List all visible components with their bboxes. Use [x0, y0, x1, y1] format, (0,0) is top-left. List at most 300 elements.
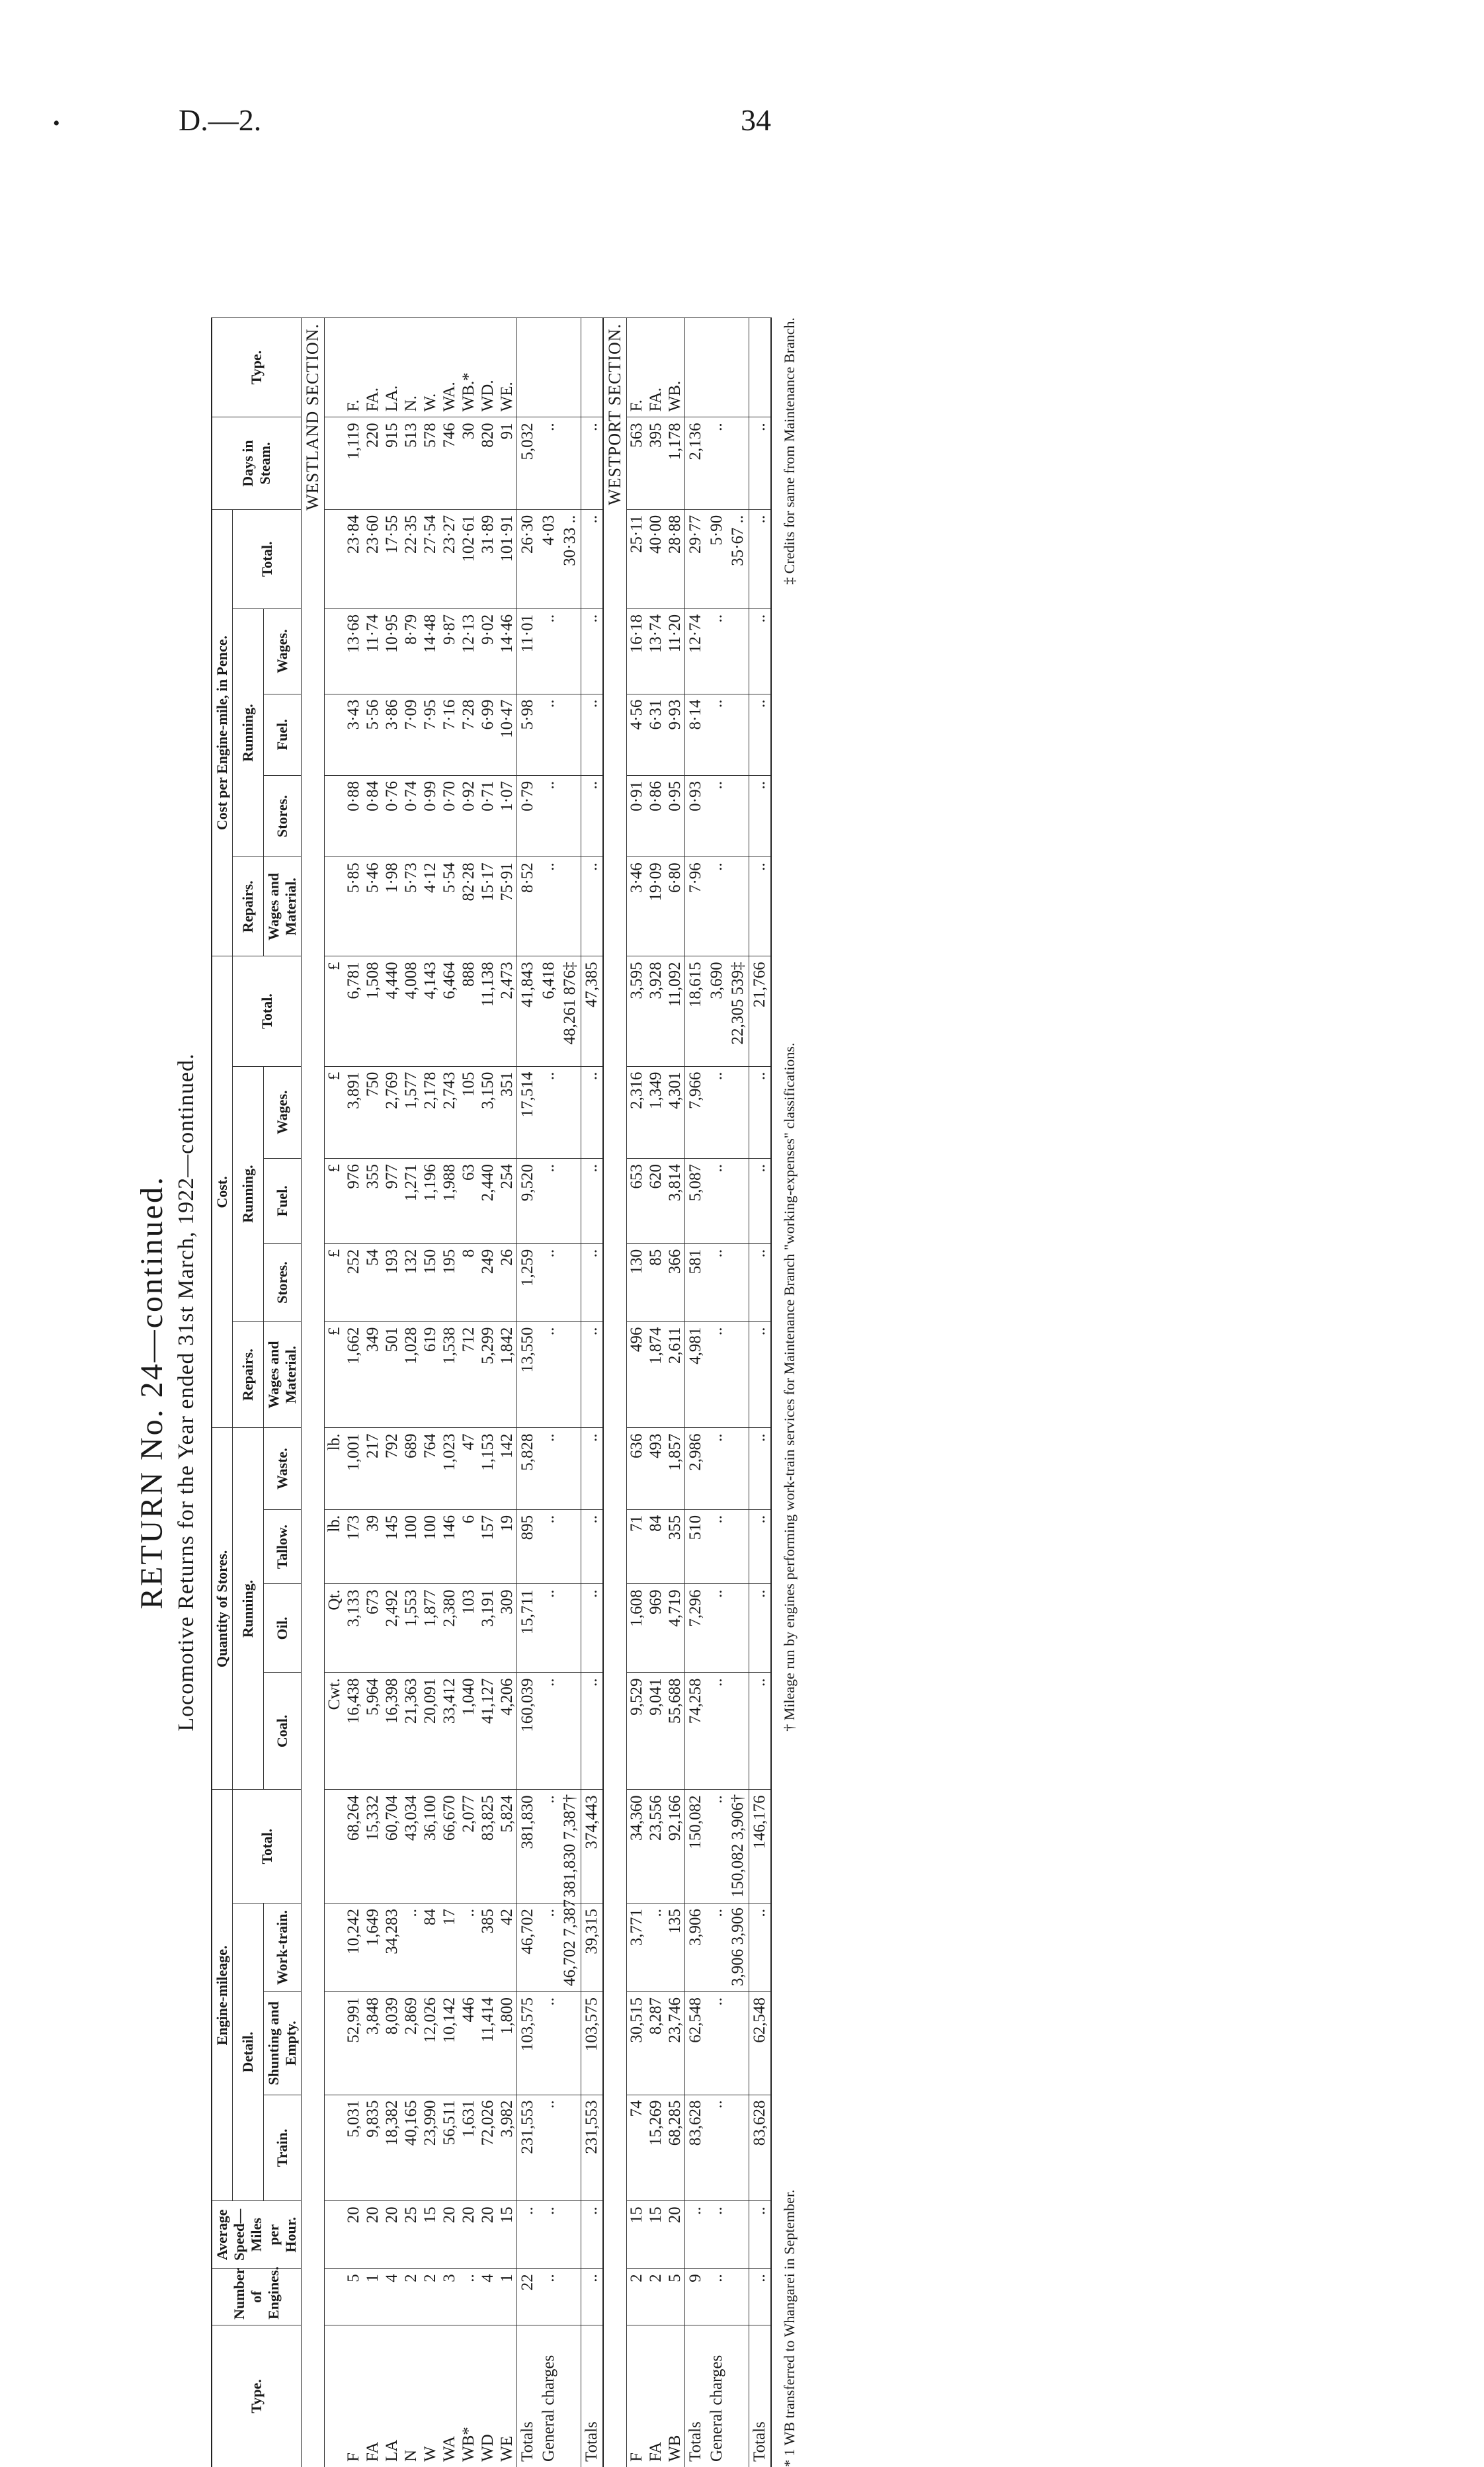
table-cell: LA.: [382, 318, 401, 417]
table-cell: 48,261 876‡: [559, 956, 581, 1066]
table-cell: 2,473: [497, 956, 517, 1066]
table-cell: ..: [706, 1243, 727, 1321]
table-cell: 3,814: [665, 1159, 685, 1244]
table-cell: 9: [685, 2269, 707, 2325]
westport-table-row: [646, 318, 665, 2467]
table-cell: Cwt.: [325, 1673, 345, 1790]
table-cell: N.: [401, 318, 421, 417]
table-cell: 39,315: [581, 1903, 604, 1991]
table-cell: [706, 318, 727, 417]
table-cell: 6,464: [440, 956, 459, 1066]
table-cell: 13·68: [344, 608, 363, 694]
table-cell: [559, 1673, 581, 1790]
table-cell: 1,153: [478, 1428, 497, 1509]
table-cell: FA.: [363, 318, 382, 417]
table-cell: ..: [706, 1903, 727, 1991]
table-cell: 11,138: [478, 956, 497, 1066]
table-cell: WB: [665, 2325, 685, 2467]
table-cell: 85: [646, 1243, 665, 1321]
table-cell: F.: [627, 318, 647, 417]
westland-table-row: [459, 318, 478, 2467]
table-cell: WB*: [459, 2325, 478, 2467]
table-cell: WB.: [665, 318, 685, 417]
table-cell: 0·79: [517, 775, 539, 857]
table-body: [302, 318, 772, 2467]
table-cell: 41,843: [517, 956, 539, 1066]
table-cell: N: [401, 2325, 421, 2467]
table-cell: 22,305 539‡: [727, 956, 749, 1066]
table-cell: 150,082: [685, 1790, 707, 1903]
table-cell: 3·46: [627, 857, 647, 956]
table-cell: [727, 2325, 749, 2467]
table-cell: 71: [627, 1509, 647, 1584]
col-coal: Coal.: [264, 1673, 302, 1790]
table-cell: WB.*: [459, 318, 478, 417]
table-cell: 3,906: [685, 1903, 707, 1991]
table-cell: 62,548: [685, 1992, 707, 2095]
table-cell: 1,196: [421, 1159, 440, 1244]
westport-table-row: [665, 318, 685, 2467]
table-cell: 18,615: [685, 956, 707, 1066]
table-cell: 1,577: [401, 1066, 421, 1158]
table-cell: ..: [459, 1903, 478, 1991]
table-cell: 7·09: [401, 694, 421, 775]
westland-table-row: [581, 318, 604, 2467]
table-cell: 20: [363, 2201, 382, 2269]
westland-table-row: [363, 318, 382, 2467]
table-cell: [727, 1428, 749, 1509]
westland-table-row: [325, 318, 345, 2467]
table-cell: 1,988: [440, 1159, 459, 1244]
table-cell: 2,440: [478, 1159, 497, 1244]
table-cell: [325, 2095, 345, 2201]
table-cell: 10·95: [382, 608, 401, 694]
table-cell: 46,702 7,387: [559, 1903, 581, 1991]
table-cell: ..: [706, 2269, 727, 2325]
table-cell: 103,575: [581, 1992, 604, 2095]
table-cell: 1,874: [646, 1321, 665, 1428]
table-cell: ..: [749, 2201, 772, 2269]
table-cell: ..: [538, 2201, 559, 2269]
table-cell: 47,385: [581, 956, 604, 1066]
table-cell: WE: [497, 2325, 517, 2467]
table-cell: 195: [440, 1243, 459, 1321]
table-cell: 46,702: [517, 1903, 539, 1991]
table-cell: lb.: [325, 1509, 345, 1584]
table-cell: ..: [706, 1509, 727, 1584]
table-cell: 750: [363, 1066, 382, 1158]
table-cell: ..: [581, 1321, 604, 1428]
table-cell: 33,412: [440, 1673, 459, 1790]
table-cell: 39: [363, 1509, 382, 1584]
col-cpm-running: Running.: [233, 608, 264, 857]
table-cell: 0·86: [646, 775, 665, 857]
westland-table-row: [478, 318, 497, 2467]
table-cell: ..: [581, 1673, 604, 1790]
table-cell: 4: [382, 2269, 401, 2325]
col-speed: Average Speed— Miles per Hour.: [212, 2201, 302, 2269]
table-cell: ..: [706, 417, 727, 509]
table-cell: £: [325, 1321, 345, 1428]
table-cell: 173: [344, 1509, 363, 1584]
table-cell: 1,842: [497, 1321, 517, 1428]
table-cell: 150: [421, 1243, 440, 1321]
table-cell: ..: [538, 775, 559, 857]
table-cell: 969: [646, 1584, 665, 1673]
table-cell: ..: [749, 1066, 772, 1158]
table-cell: 21,363: [401, 1673, 421, 1790]
table-cell: 9,529: [627, 1673, 647, 1790]
table-cell: 1,631: [459, 2095, 478, 2201]
table-cell: 16,438: [344, 1673, 363, 1790]
table-cell: 3: [440, 2269, 459, 2325]
table-cell: [727, 417, 749, 509]
table-cell: 4,440: [382, 956, 401, 1066]
table-cell: 62,548: [749, 1992, 772, 2095]
table-cell: 6: [459, 1509, 478, 1584]
col-cost-fuel: Fuel.: [264, 1159, 302, 1244]
table-cell: 11·01: [517, 608, 539, 694]
table-cell: 91: [497, 417, 517, 509]
table-cell: 4,008: [401, 956, 421, 1066]
table-cell: 5,824: [497, 1790, 517, 1903]
table-cell: W.: [421, 318, 440, 417]
table-cell: [325, 318, 345, 417]
table-cell: 54: [363, 1243, 382, 1321]
table-cell: ..: [581, 694, 604, 775]
table-cell: [559, 1066, 581, 1158]
table-cell: 381,830 7,387†: [559, 1790, 581, 1903]
table-cell: 4,719: [665, 1584, 685, 1673]
table-cell: ..: [581, 509, 604, 608]
table-cell: [559, 2201, 581, 2269]
table-cell: ..: [749, 1584, 772, 1673]
table-cell: 2,178: [421, 1066, 440, 1158]
table-cell: 249: [478, 1243, 497, 1321]
table-cell: 820: [478, 417, 497, 509]
table-cell: ..: [538, 1992, 559, 2095]
table-cell: ..: [749, 1673, 772, 1790]
col-tallow: Tallow.: [264, 1509, 302, 1584]
table-cell: [727, 1584, 749, 1673]
table-cell: 74,258: [685, 1673, 707, 1790]
table-cell: 3,982: [497, 2095, 517, 2201]
col-mileage: Engine-mileage.: [212, 1790, 233, 2201]
table-cell: 355: [363, 1159, 382, 1244]
table-cell: ..: [706, 608, 727, 694]
table-cell: ..: [749, 1903, 772, 1991]
table-cell: 6·99: [478, 694, 497, 775]
table-cell: 712: [459, 1321, 478, 1428]
table-cell: 381,830: [517, 1790, 539, 1903]
table-cell: 26: [497, 1243, 517, 1321]
table-cell: ..: [749, 1321, 772, 1428]
table-cell: ..: [749, 417, 772, 509]
westland-table-row: [382, 318, 401, 2467]
table-cell: 7,296: [685, 1584, 707, 1673]
table-cell: ..: [706, 1673, 727, 1790]
table-cell: [559, 1584, 581, 1673]
table-cell: 2,077: [459, 1790, 478, 1903]
table-cell: 1: [497, 2269, 517, 2325]
westport-table-row: [749, 318, 772, 2467]
col-number: Number of Engines.: [212, 2269, 302, 2325]
col-cost-stores: Stores.: [264, 1243, 302, 1321]
table-cell: 0·71: [478, 775, 497, 857]
table-cell: 8·79: [401, 608, 421, 694]
return-title: RETURN No. 24—continued.: [134, 317, 170, 2467]
table-cell: 4·03: [538, 509, 559, 608]
table-cell: General charges: [538, 2325, 559, 2467]
table-cell: 11,092: [665, 956, 685, 1066]
col-cpm-repairs: Repairs.: [233, 857, 264, 956]
westport-table-row: [727, 318, 749, 2467]
table-cell: ..: [538, 1066, 559, 1158]
table-cell: ..: [749, 1159, 772, 1244]
table-cell: [559, 608, 581, 694]
table-cell: Totals: [749, 2325, 772, 2467]
table-cell: ..: [581, 1509, 604, 1584]
table-cell: 13,550: [517, 1321, 539, 1428]
table-cell: ..: [581, 417, 604, 509]
table-cell: ..: [538, 1159, 559, 1244]
table-cell: 1,178: [665, 417, 685, 509]
table-cell: 217: [363, 1428, 382, 1509]
table-cell: ..: [459, 2269, 478, 2325]
table-cell: 132: [401, 1243, 421, 1321]
table-cell: 3,848: [363, 1992, 382, 2095]
table-cell: [325, 2201, 345, 2269]
table-cell: 15,711: [517, 1584, 539, 1673]
table-cell: 52,991: [344, 1992, 363, 2095]
table-cell: 17: [440, 1903, 459, 1991]
table-cell: ..: [581, 1066, 604, 1158]
table-cell: ..: [706, 694, 727, 775]
table-cell: Totals: [685, 2325, 707, 2467]
table-cell: WD.: [478, 318, 497, 417]
table-cell: 25: [401, 2201, 421, 2269]
table-cell: 231,553: [517, 2095, 539, 2201]
table-cell: 3·86: [382, 694, 401, 775]
table-cell: 3,690: [706, 956, 727, 1066]
table-cell: 7·95: [421, 694, 440, 775]
table-cell: 563: [627, 417, 647, 509]
table-cell: 653: [627, 1159, 647, 1244]
table-cell: ..: [749, 694, 772, 775]
table-cell: 34,360: [627, 1790, 647, 1903]
table-cell: 620: [646, 1159, 665, 1244]
margin-dot: •: [53, 112, 60, 135]
table-cell: W: [421, 2325, 440, 2467]
table-cell: 510: [685, 1509, 707, 1584]
table-cell: 9,041: [646, 1673, 665, 1790]
table-cell: 83,628: [749, 2095, 772, 2201]
table-cell: 1,271: [401, 1159, 421, 1244]
table-cell: WE.: [497, 318, 517, 417]
table-cell: ..: [538, 1903, 559, 1991]
col-train: Train.: [264, 2095, 302, 2201]
table-cell: 83,825: [478, 1790, 497, 1903]
table-cell: ..: [685, 2201, 707, 2269]
table-cell: 15: [627, 2201, 647, 2269]
westland-table-row: [421, 318, 440, 2467]
table-cell: [559, 318, 581, 417]
table-cell: [559, 1243, 581, 1321]
table-cell: ..: [706, 1790, 727, 1903]
table-cell: 84: [421, 1903, 440, 1991]
table-cell: 92,166: [665, 1790, 685, 1903]
table-cell: FA: [363, 2325, 382, 2467]
table-cell: FA: [646, 2325, 665, 2467]
table-cell: 8,039: [382, 1992, 401, 2095]
table-cell: 1·07: [497, 775, 517, 857]
table-cell: 6·80: [665, 857, 685, 956]
table-cell: ..: [706, 2201, 727, 2269]
table-cell: ..: [581, 1159, 604, 1244]
table-cell: 2,611: [665, 1321, 685, 1428]
table-cell: 4,206: [497, 1673, 517, 1790]
table-cell: 3,191: [478, 1584, 497, 1673]
table-cell: 6,781: [344, 956, 363, 1066]
table-cell: 977: [382, 1159, 401, 1244]
table-cell: 1,119: [344, 417, 363, 509]
table-cell: 101·91: [497, 509, 517, 608]
table-cell: 1,538: [440, 1321, 459, 1428]
table-cell: [559, 1321, 581, 1428]
table-cell: [325, 857, 345, 956]
table-cell: [727, 694, 749, 775]
table-cell: 1,857: [665, 1428, 685, 1509]
westland-table-row: [538, 318, 559, 2467]
table-cell: ..: [706, 1159, 727, 1244]
table-cell: [325, 417, 345, 509]
col-cpm-fuel: Fuel.: [264, 694, 302, 775]
table-cell: 0·93: [685, 775, 707, 857]
table-cell: 2,743: [440, 1066, 459, 1158]
table-cell: 43,034: [401, 1790, 421, 1903]
table-cell: 31·89: [478, 509, 497, 608]
table-cell: 351: [497, 1066, 517, 1158]
col-cost-running: Running.: [233, 1066, 264, 1321]
table-cell: 15·17: [478, 857, 497, 956]
table-cell: 4,981: [685, 1321, 707, 1428]
table-cell: 746: [440, 417, 459, 509]
table-cell: 2,380: [440, 1584, 459, 1673]
table-cell: ..: [749, 775, 772, 857]
table-cell: 11·74: [363, 608, 382, 694]
table-cell: 4·56: [627, 694, 647, 775]
table-cell: [559, 694, 581, 775]
table-cell: 6,418: [538, 956, 559, 1066]
table-cell: 130: [627, 1243, 647, 1321]
col-cost-wages: Wages.: [264, 1066, 302, 1158]
table-cell: 493: [646, 1428, 665, 1509]
table-cell: 23,556: [646, 1790, 665, 1903]
table-cell: 68,285: [665, 2095, 685, 2201]
table-cell: Totals: [581, 2325, 604, 2467]
rotated-table-block: [134, 317, 1192, 2467]
table-cell: ..: [749, 857, 772, 956]
table-cell: 23,746: [665, 1992, 685, 2095]
table-cell: 35·67 ..: [727, 509, 749, 608]
table-cell: 21,766: [749, 956, 772, 1066]
table-cell: 1: [363, 2269, 382, 2325]
table-cell: 66,670: [440, 1790, 459, 1903]
table-cell: 1,662: [344, 1321, 363, 1428]
westport-section-heading: WESTPORT SECTION.: [603, 318, 627, 2467]
table-cell: 16·18: [627, 608, 647, 694]
table-cell: ..: [538, 1428, 559, 1509]
table-cell: [749, 318, 772, 417]
table-cell: [325, 694, 345, 775]
table-cell: 27·54: [421, 509, 440, 608]
table-cell: 7·96: [685, 857, 707, 956]
table-cell: 10,142: [440, 1992, 459, 2095]
table-cell: 8,287: [646, 1992, 665, 2095]
table-cell: 55,688: [665, 1673, 685, 1790]
table-cell: 1,508: [363, 956, 382, 1066]
table-cell: 10·47: [497, 694, 517, 775]
westland-table-row: [401, 318, 421, 2467]
table-cell: ..: [749, 1509, 772, 1584]
table-cell: 5,031: [344, 2095, 363, 2201]
table-cell: 4·12: [421, 857, 440, 956]
table-cell: 30: [459, 417, 478, 509]
table-cell: 9·93: [665, 694, 685, 775]
table-cell: [325, 1790, 345, 1903]
col-oil: Oil.: [264, 1584, 302, 1673]
col-stores: Quantity of Stores.: [212, 1428, 233, 1790]
table-cell: 11·20: [665, 608, 685, 694]
table-cell: 13·74: [646, 608, 665, 694]
table-cell: [727, 1159, 749, 1244]
table-cell: 146,176: [749, 1790, 772, 1903]
table-cell: 145: [382, 1509, 401, 1584]
table-cell: 1,001: [344, 1428, 363, 1509]
table-cell: 220: [363, 417, 382, 509]
table-cell: 12,026: [421, 1992, 440, 2095]
table-cell: [685, 318, 707, 417]
col-days: Days in Steam.: [212, 417, 302, 509]
table-cell: 20,091: [421, 1673, 440, 1790]
table-cell: [325, 1992, 345, 2095]
table-cell: 309: [497, 1584, 517, 1673]
table-cell: 60,704: [382, 1790, 401, 1903]
table-cell: 20: [478, 2201, 497, 2269]
westland-table-row: [559, 318, 581, 2467]
col-cpm-stores: Stores.: [264, 775, 302, 857]
table-cell: 7,966: [685, 1066, 707, 1158]
table-cell: ..: [517, 2201, 539, 2269]
table-cell: 6·31: [646, 694, 665, 775]
table-cell: ..: [581, 608, 604, 694]
westport-table-row: [706, 318, 727, 2467]
table-cell: [727, 1992, 749, 2095]
table-cell: ..: [538, 1243, 559, 1321]
table-cell: General charges: [706, 2325, 727, 2467]
table-cell: 0·92: [459, 775, 478, 857]
table-cell: 3,133: [344, 1584, 363, 1673]
table-cell: [538, 318, 559, 417]
locomotive-returns-table: [211, 317, 772, 2467]
table-cell: 1,553: [401, 1584, 421, 1673]
table-cell: 36,100: [421, 1790, 440, 1903]
table-cell: [727, 1243, 749, 1321]
table-cell: 20: [440, 2201, 459, 2269]
table-cell: ..: [581, 1243, 604, 1321]
table-cell: ..: [538, 1584, 559, 1673]
table-cell: [559, 1428, 581, 1509]
